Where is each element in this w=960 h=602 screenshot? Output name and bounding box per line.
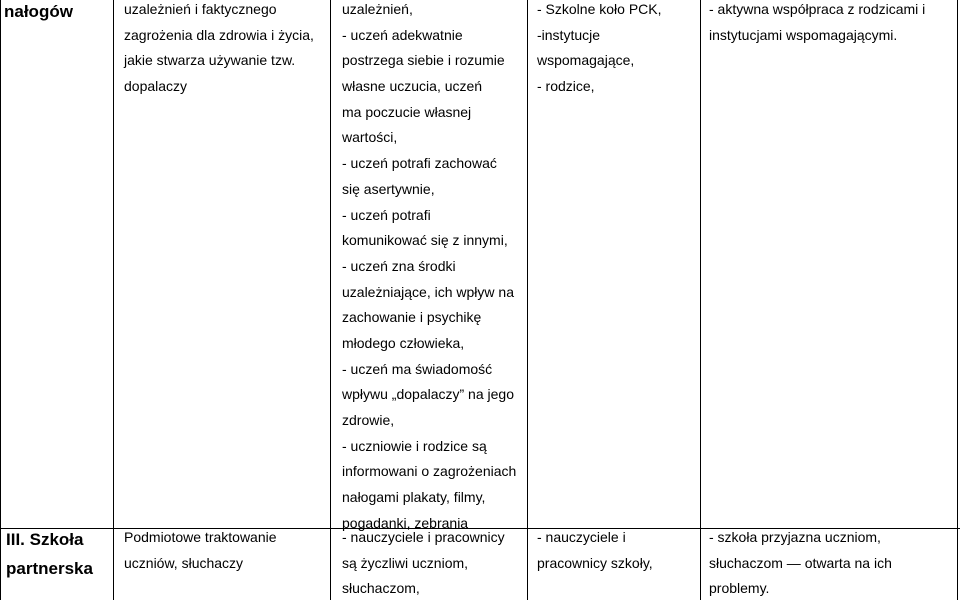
text-line: młodego człowieka, xyxy=(342,334,465,351)
outcomes-cell xyxy=(342,525,526,602)
table-border-left xyxy=(0,0,1,600)
text-line: się asertywnie, xyxy=(342,180,435,197)
text-line: problemy. xyxy=(709,580,770,597)
text-line: dopalaczy xyxy=(124,78,188,95)
text-line: - rodzice, xyxy=(537,78,595,95)
column-divider xyxy=(527,0,528,600)
text-line: uzależniające, ich wpływ na xyxy=(342,283,514,300)
heading-line: III. Szkoła xyxy=(6,530,84,549)
text-line: - uczeń potrafi xyxy=(342,206,431,223)
text-line: informowani o zagrożeniach xyxy=(342,463,517,480)
row-heading-szkola-partnerska xyxy=(6,525,112,583)
text-line: uczniów, słuchaczy xyxy=(124,554,244,571)
actions-cell xyxy=(709,525,955,602)
text-line: nałogami plakaty, filmy, xyxy=(342,489,486,506)
heading-line: nałogów xyxy=(4,2,73,21)
text-line: - szkoła przyjazna uczniom, xyxy=(709,529,881,545)
text-line: - nauczyciele i xyxy=(537,529,626,545)
text-line: jakie stwarza używanie tzw. xyxy=(124,52,296,69)
actions-cell xyxy=(709,0,955,48)
text-line: postrzega siebie i rozumie xyxy=(342,52,505,69)
text-line: - uczniowie i rodzice są xyxy=(342,437,487,454)
text-line: - aktywna współpraca z rodzicami i xyxy=(709,1,926,17)
text-line: uzależnień, xyxy=(342,1,413,17)
text-line: - nauczyciele i pracownicy xyxy=(342,529,505,545)
outcomes-cell xyxy=(342,0,526,536)
goal-cell xyxy=(124,0,328,100)
text-line: wartości, xyxy=(342,129,398,146)
text-line: - Szkolne koło PCK, xyxy=(537,1,662,17)
text-line: wspomagające, xyxy=(537,52,635,69)
text-line: zdrowie, xyxy=(342,412,395,428)
column-divider xyxy=(113,0,114,600)
column-divider xyxy=(330,0,331,600)
goal-cell xyxy=(124,525,328,576)
text-line: instytucjami wspomagającymi. xyxy=(709,26,898,43)
text-line: Podmiotowe traktowanie xyxy=(124,529,277,545)
text-line: pogadanki, zebrania xyxy=(342,514,469,531)
text-line: - uczeń adekwatnie xyxy=(342,26,463,43)
text-line: -instytucje xyxy=(537,26,601,43)
text-line: słuchaczom — otwarta na ich xyxy=(709,554,892,571)
text-line: komunikować się z innymi, xyxy=(342,232,508,249)
text-line: - uczeń potrafi zachować xyxy=(342,155,497,172)
text-line: własne uczucia, uczeń xyxy=(342,78,483,95)
table-border-right xyxy=(957,0,958,600)
row-heading-nalogow xyxy=(4,0,110,26)
text-line: - uczeń ma świadomość xyxy=(342,360,493,377)
heading-line: partnerska xyxy=(6,559,93,578)
text-line: zagrożenia dla zdrowia i życia, xyxy=(124,26,314,43)
text-line: uzależnień i faktycznego xyxy=(124,1,277,17)
text-line: pracownicy szkoły, xyxy=(537,554,653,571)
text-line: - uczeń zna środki xyxy=(342,257,456,274)
partners-cell xyxy=(537,0,697,100)
text-line: słuchaczom, xyxy=(342,580,420,597)
partners-cell xyxy=(537,525,697,576)
column-divider xyxy=(700,0,701,600)
text-line: są życzliwi uczniom, xyxy=(342,554,469,571)
text-line: zachowanie i psychikę xyxy=(342,309,482,326)
text-line: wpływu „dopalaczy” na jego xyxy=(342,386,514,403)
text-line: ma poczucie własnej xyxy=(342,103,472,120)
